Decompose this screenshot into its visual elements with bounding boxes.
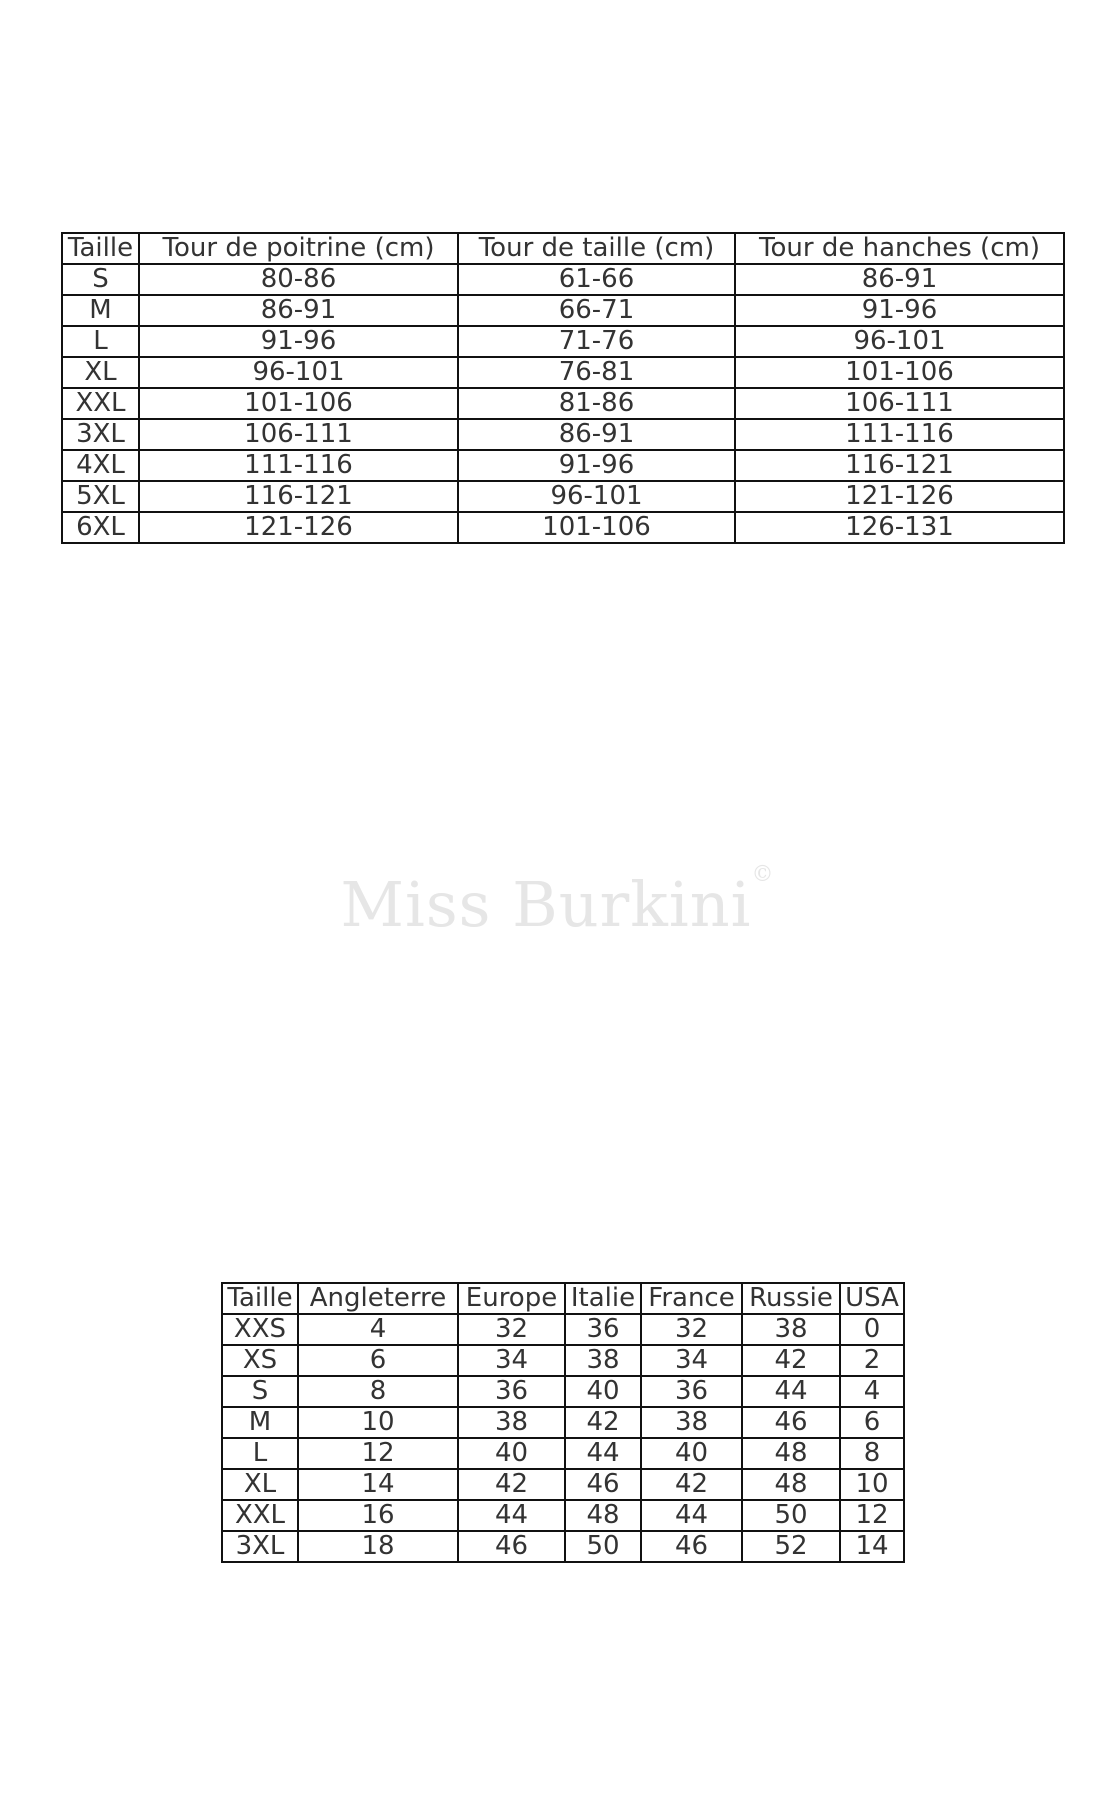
size-cell: XXL bbox=[62, 388, 139, 419]
value-cell: 106-111 bbox=[139, 419, 458, 450]
value-cell: 34 bbox=[458, 1345, 565, 1376]
table-row bbox=[222, 1407, 904, 1438]
value-cell: 38 bbox=[565, 1345, 641, 1376]
value-cell: 96-101 bbox=[735, 326, 1064, 357]
value-cell: 71-76 bbox=[458, 326, 735, 357]
value-cell: 12 bbox=[298, 1438, 458, 1469]
value-cell: 86-91 bbox=[139, 295, 458, 326]
value-cell: 8 bbox=[840, 1438, 904, 1469]
value-cell: 34 bbox=[641, 1345, 742, 1376]
table-row bbox=[62, 326, 1064, 357]
value-cell: 44 bbox=[565, 1438, 641, 1469]
table-row bbox=[62, 295, 1064, 326]
size-cell: L bbox=[62, 326, 139, 357]
table-row bbox=[62, 481, 1064, 512]
table-row bbox=[222, 1314, 904, 1345]
column-header: Russie bbox=[742, 1283, 840, 1314]
value-cell: 44 bbox=[458, 1500, 565, 1531]
size-cell: 3XL bbox=[222, 1531, 298, 1562]
size-cell: 6XL bbox=[62, 512, 139, 543]
size-cell: 3XL bbox=[62, 419, 139, 450]
value-cell: 4 bbox=[840, 1376, 904, 1407]
value-cell: 50 bbox=[742, 1500, 840, 1531]
value-cell: 38 bbox=[742, 1314, 840, 1345]
value-cell: 52 bbox=[742, 1531, 840, 1562]
value-cell: 86-91 bbox=[735, 264, 1064, 295]
value-cell: 32 bbox=[458, 1314, 565, 1345]
value-cell: 16 bbox=[298, 1500, 458, 1531]
value-cell: 121-126 bbox=[735, 481, 1064, 512]
size-cell: 5XL bbox=[62, 481, 139, 512]
size-cell: S bbox=[222, 1376, 298, 1407]
value-cell: 38 bbox=[458, 1407, 565, 1438]
table-row bbox=[62, 264, 1064, 295]
value-cell: 6 bbox=[298, 1345, 458, 1376]
table-row bbox=[62, 512, 1064, 543]
value-cell: 2 bbox=[840, 1345, 904, 1376]
table-row bbox=[222, 1438, 904, 1469]
table-row bbox=[222, 1469, 904, 1500]
value-cell: 101-106 bbox=[735, 357, 1064, 388]
table-header-row bbox=[62, 233, 1064, 264]
size-cell: M bbox=[62, 295, 139, 326]
value-cell: 76-81 bbox=[458, 357, 735, 388]
size-cell: 4XL bbox=[62, 450, 139, 481]
value-cell: 80-86 bbox=[139, 264, 458, 295]
value-cell: 6 bbox=[840, 1407, 904, 1438]
column-header: Tour de taille (cm) bbox=[458, 233, 735, 264]
column-header: France bbox=[641, 1283, 742, 1314]
value-cell: 42 bbox=[565, 1407, 641, 1438]
value-cell: 44 bbox=[641, 1500, 742, 1531]
value-cell: 36 bbox=[641, 1376, 742, 1407]
value-cell: 86-91 bbox=[458, 419, 735, 450]
value-cell: 36 bbox=[458, 1376, 565, 1407]
value-cell: 32 bbox=[641, 1314, 742, 1345]
watermark-text: Miss Burkini bbox=[340, 868, 752, 941]
table-row bbox=[62, 388, 1064, 419]
value-cell: 106-111 bbox=[735, 388, 1064, 419]
value-cell: 50 bbox=[565, 1531, 641, 1562]
value-cell: 14 bbox=[840, 1531, 904, 1562]
value-cell: 116-121 bbox=[735, 450, 1064, 481]
value-cell: 101-106 bbox=[458, 512, 735, 543]
size-conversion-table bbox=[221, 1282, 905, 1563]
table-row bbox=[62, 357, 1064, 388]
value-cell: 44 bbox=[742, 1376, 840, 1407]
value-cell: 48 bbox=[742, 1469, 840, 1500]
value-cell: 121-126 bbox=[139, 512, 458, 543]
value-cell: 18 bbox=[298, 1531, 458, 1562]
column-header: Tour de hanches (cm) bbox=[735, 233, 1064, 264]
value-cell: 111-116 bbox=[139, 450, 458, 481]
column-header: Europe bbox=[458, 1283, 565, 1314]
value-cell: 91-96 bbox=[458, 450, 735, 481]
table-row bbox=[222, 1531, 904, 1562]
size-cell: XL bbox=[62, 357, 139, 388]
column-header: USA bbox=[840, 1283, 904, 1314]
value-cell: 91-96 bbox=[139, 326, 458, 357]
size-cell: XL bbox=[222, 1469, 298, 1500]
value-cell: 40 bbox=[641, 1438, 742, 1469]
value-cell: 12 bbox=[840, 1500, 904, 1531]
value-cell: 101-106 bbox=[139, 388, 458, 419]
value-cell: 48 bbox=[742, 1438, 840, 1469]
column-header: Italie bbox=[565, 1283, 641, 1314]
column-header: Taille bbox=[222, 1283, 298, 1314]
watermark-logo bbox=[0, 862, 1115, 941]
value-cell: 10 bbox=[298, 1407, 458, 1438]
value-cell: 116-121 bbox=[139, 481, 458, 512]
value-cell: 46 bbox=[742, 1407, 840, 1438]
size-cell: M bbox=[222, 1407, 298, 1438]
value-cell: 40 bbox=[458, 1438, 565, 1469]
table-row bbox=[222, 1345, 904, 1376]
value-cell: 40 bbox=[565, 1376, 641, 1407]
copyright-mark: © bbox=[751, 862, 775, 887]
value-cell: 48 bbox=[565, 1500, 641, 1531]
table-header-row bbox=[222, 1283, 904, 1314]
table-row bbox=[222, 1500, 904, 1531]
value-cell: 111-116 bbox=[735, 419, 1064, 450]
value-cell: 0 bbox=[840, 1314, 904, 1345]
value-cell: 96-101 bbox=[458, 481, 735, 512]
value-cell: 96-101 bbox=[139, 357, 458, 388]
value-cell: 38 bbox=[641, 1407, 742, 1438]
size-cell: XXS bbox=[222, 1314, 298, 1345]
value-cell: 42 bbox=[458, 1469, 565, 1500]
value-cell: 42 bbox=[742, 1345, 840, 1376]
size-cell: XXL bbox=[222, 1500, 298, 1531]
size-cell: S bbox=[62, 264, 139, 295]
value-cell: 4 bbox=[298, 1314, 458, 1345]
value-cell: 126-131 bbox=[735, 512, 1064, 543]
value-cell: 46 bbox=[458, 1531, 565, 1562]
value-cell: 8 bbox=[298, 1376, 458, 1407]
column-header: Tour de poitrine (cm) bbox=[139, 233, 458, 264]
value-cell: 46 bbox=[641, 1531, 742, 1562]
value-cell: 14 bbox=[298, 1469, 458, 1500]
size-cell: XS bbox=[222, 1345, 298, 1376]
value-cell: 10 bbox=[840, 1469, 904, 1500]
column-header: Angleterre bbox=[298, 1283, 458, 1314]
value-cell: 36 bbox=[565, 1314, 641, 1345]
table-row bbox=[62, 419, 1064, 450]
value-cell: 81-86 bbox=[458, 388, 735, 419]
value-cell: 66-71 bbox=[458, 295, 735, 326]
value-cell: 91-96 bbox=[735, 295, 1064, 326]
size-cell: L bbox=[222, 1438, 298, 1469]
table-row bbox=[62, 450, 1064, 481]
value-cell: 46 bbox=[565, 1469, 641, 1500]
column-header: Taille bbox=[62, 233, 139, 264]
table-row bbox=[222, 1376, 904, 1407]
value-cell: 61-66 bbox=[458, 264, 735, 295]
measurements-table bbox=[61, 232, 1065, 544]
value-cell: 42 bbox=[641, 1469, 742, 1500]
